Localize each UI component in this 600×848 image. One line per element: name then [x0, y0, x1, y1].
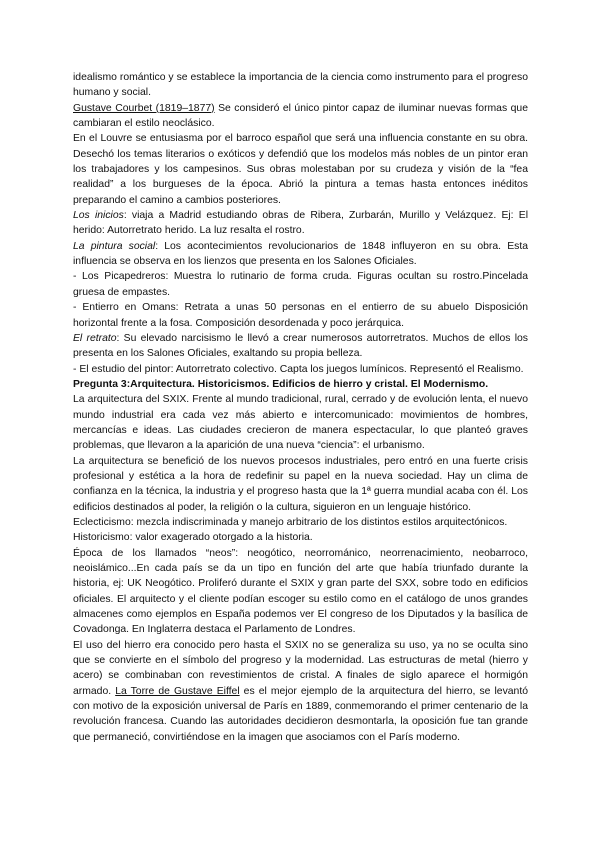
courbet-text: Se consideró el único pintor capaz de iluminar nuevas formas que cambiaran el estilo neoclásico.	[73, 102, 528, 130]
eiffel-text: es el mejor ejemplo de la arquitectura del hierro, se levantó con motivo de la exposición universal de París en 1889, conmemorando el primer centenario de la revolución francesa. Cuando las autoridades decidieron desmontarla, la oposición fue tan grande que permaneció, convirtiéndose en la imagen que asociamos con el París moderno.	[73, 685, 528, 743]
retrato-label: El retrato	[73, 332, 117, 344]
paragraph-retrato	[73, 331, 528, 362]
document-page	[73, 70, 528, 745]
courbet-link[interactable]: Gustave Courbet (1819–1877)	[73, 102, 215, 114]
section-heading: Pregunta 3:Arquitectura. Historicismos. Edificios de hierro y cristal. El Modernismo.	[73, 378, 489, 390]
paragraph-inicios	[73, 208, 528, 239]
pintura-social-label: La pintura social	[73, 240, 156, 252]
paragraph-pintura-social	[73, 239, 528, 270]
paragraph-hierro	[73, 638, 528, 745]
eiffel-link[interactable]: La Torre de Gustave Eiffel	[115, 685, 240, 697]
paragraph-neos: Época de los llamados “neos”: neogótico, neorrománico, neorrenacimiento, neobarroco, neoislámico...En cada país se da un tipo en función del arte que había triunfado durante la historia, ej: UK Neogótico. Proliferó durante el SXIX y gran parte del SXX, sobre todo en edificios oficiales. El arquitecto y el cliente podían escoger su estilo como en el catálogo de unos grandes almacenes como ejemplos en España podemos ver El congreso de los Diputados y la basílica de Covadonga. En Inglaterra destaca el Parlamento de Londres.	[73, 547, 528, 636]
paragraph-procesos-industriales: La arquitectura se benefició de los nuevos procesos industriales, pero entró en una fuerte crisis profesional y estética a la hora de redefinir su papel en la nueva sociedad. Hay un clima de confianza en la técnica, la industria y el progreso hasta que la 1ª guerra mundial acaba con él. Los edificios destinados al poder, la religión o la cultura, siguieron en un lenguaje histórico.	[73, 455, 528, 513]
inicios-label: Los inicios	[73, 210, 124, 222]
paragraph-arquitectura-sxix: La arquitectura del SXIX. Frente al mundo tradicional, rural, cerrado y de evolución lenta, el nuevo mundo industrial era cada vez más abierto e intercomunicado: movimientos de hombres, mercancías e ideas. Las ciudades crecieron de manera espectacular, lo que planteó graves problemas, que llevaron a la aparición de una nueva “ciencia”: el urbanismo.	[73, 394, 528, 452]
paragraph-estudio: - El estudio del pintor: Autorretrato colectivo. Capta los juegos lumínicos. Representó el Realismo.	[73, 363, 524, 375]
pintura-social-text: : Los acontecimientos revolucionarios de 1848 influyeron en su obra. Esta influencia se observa en los lienzos que presenta en los Salones Oficiales.	[73, 240, 528, 268]
paragraph-louvre: En el Louvre se entusiasma por el barroco español que será una influencia constante en su obra. Desechó los temas literarios o exóticos y defendió que los modelos más nobles de un pintor eran los trabajadores y los campesinos. Sus obras molestaban por su crudeza y visión de la “fea realidad” a los burgueses de la época. Abrió la pintura a temas hasta entonces inéditos preparando el camino a cambios posteriores.	[73, 133, 528, 206]
paragraph-intro: idealismo romántico y se establece la importancia de la ciencia como instrumento para el progreso humano y social.	[73, 72, 528, 99]
paragraph-entierro: - Entierro en Omans: Retrata a unas 50 personas en el entierro de su abuelo Disposición horizontal frente a la fosa. Composición desordenada y poco jerárquica.	[73, 302, 528, 329]
paragraph-courbet	[73, 101, 528, 132]
paragraph-eclecticismo: Eclecticismo: mezcla indiscriminada y manejo arbitrario de los distintos estilos arquitectónicos.	[73, 516, 508, 528]
hierro-text: El uso del hierro era conocido pero hasta el SXIX no se generaliza su uso, ya no se oculta sino que se convierte en el símbolo del progreso y la modernidad. Las estructuras de metal (hierro y acero) se combinaban con revestimientos de cristal. A finales de siglo aparece el hormigón armado.	[73, 639, 528, 697]
retrato-text: : Su elevado narcisismo le llevó a crear numerosos autorretratos. Muchos de ellos los presenta en los Salones Oficiales, exaltando su propia belleza.	[73, 332, 528, 360]
paragraph-historicismo: Historicismo: valor exagerado otorgado a la historia.	[73, 532, 313, 544]
paragraph-picapedreros: - Los Picapedreros: Muestra lo rutinario de forma cruda. Figuras ocultan su rostro.Pincelada gruesa de empastes.	[73, 271, 528, 298]
inicios-text: : viaja a Madrid estudiando obras de Ribera, Zurbarán, Murillo y Velázquez. Ej: El herido: Autorretrato herido. La luz resalta el rostro.	[73, 210, 529, 237]
